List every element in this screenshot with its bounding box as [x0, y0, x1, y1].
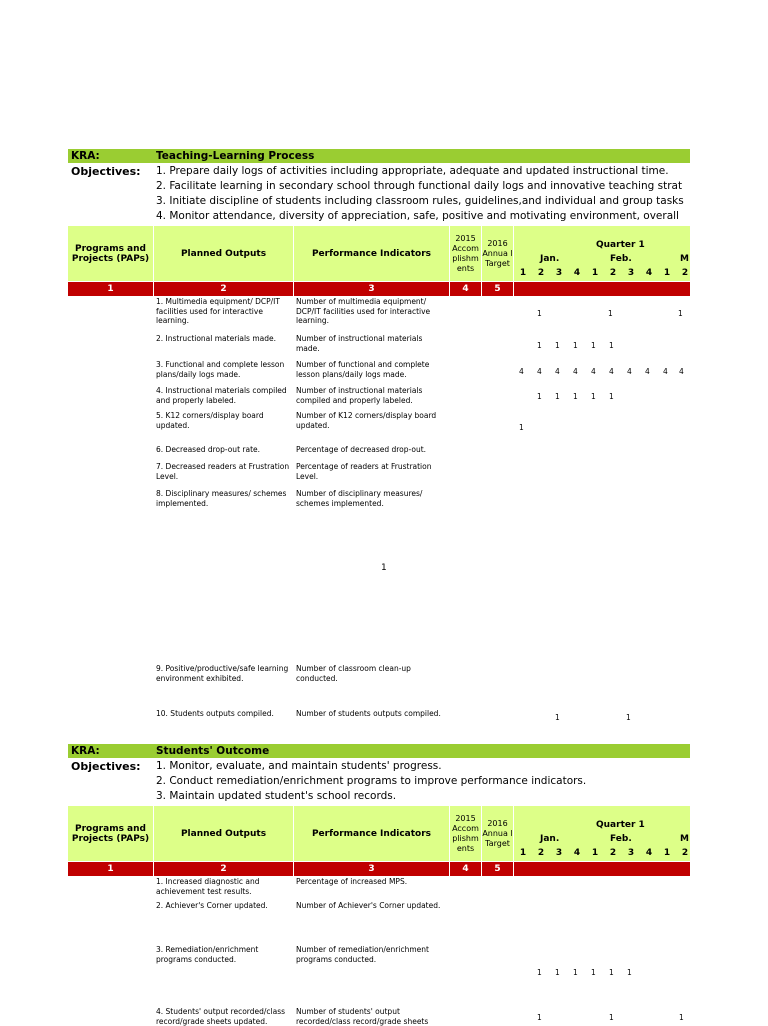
performance-indicator: Number of K12 corners/display board updated. [296, 411, 437, 430]
schedule-mark: 1 [573, 341, 578, 350]
week-number: 1 [591, 848, 599, 858]
week-number: 1 [663, 848, 671, 858]
schedule-mark: 1 [537, 341, 542, 350]
month-jan: Jan. [540, 254, 560, 264]
month-mar: M [680, 254, 689, 264]
month-feb: Feb. [610, 834, 632, 844]
col-num: 2 [154, 862, 294, 876]
schedule-mark: 1 [627, 968, 632, 977]
week-number: 3 [555, 848, 563, 858]
header-performance-indicators: Performance Indicators [294, 806, 450, 861]
performance-indicator: Number of Achiever's Corner updated. [296, 901, 441, 910]
header-accomplishments: 2015 Accom plishm ents [450, 226, 482, 281]
planned-output: 1. Multimedia equipment/ DCP/IT facilities used for interactive learning. [156, 297, 280, 325]
week-number: 2 [681, 268, 689, 278]
schedule-mark: 4 [609, 367, 614, 376]
week-number: 4 [645, 848, 653, 858]
week-number: 4 [645, 268, 653, 278]
performance-indicator: Number of multimedia equipment/ DCP/IT facilities used for interactive learning. [296, 297, 431, 325]
quarter-label: Quarter 1 [596, 240, 645, 250]
table-header-2 [68, 806, 690, 861]
performance-indicator: Number of instructional materials compiled and properly labeled. [296, 386, 423, 405]
quarter-label: Quarter 1 [596, 820, 645, 830]
header-planned-outputs: Planned Outputs [154, 806, 294, 861]
month-mar: M [680, 834, 689, 844]
schedule-mark: 1 [679, 1013, 684, 1022]
week-number: 2 [609, 848, 617, 858]
planned-output: 10. Students outputs compiled. [156, 709, 274, 718]
column-number-row-1 [68, 282, 690, 296]
schedule-mark: 1 [609, 968, 614, 977]
week-number: 1 [519, 848, 527, 858]
planned-output: 6. Decreased drop-out rate. [156, 445, 261, 454]
col-num: 3 [294, 862, 450, 876]
planned-output: 3. Remediation/enrichment programs conducted. [156, 945, 259, 964]
table-header-1 [68, 226, 690, 281]
planned-output: 2. Instructional materials made. [156, 334, 276, 343]
schedule-mark: 1 [678, 309, 683, 318]
objectives-label: Objectives: [71, 760, 141, 773]
planned-output: 4. Instructional materials compiled and properly labeled. [156, 386, 287, 405]
kra-value: Teaching-Learning Process [156, 150, 315, 162]
col-num: 4 [450, 282, 482, 296]
kra-label: KRA: [71, 150, 100, 162]
planned-output: 5. K12 corners/display board updated. [156, 411, 264, 430]
col-num: 1 [68, 862, 154, 876]
col-num: 2 [154, 282, 294, 296]
objective-line: 1. Prepare daily logs of activities including appropriate, adequate and updated instructional time. [156, 165, 669, 177]
schedule-mark: 1 [537, 1013, 542, 1022]
performance-indicator: Percentage of decreased drop-out. [296, 445, 427, 454]
col-num: 3 [294, 282, 450, 296]
planned-output: 1. Increased diagnostic and achievement test results. [156, 877, 260, 896]
month-jan: Jan. [540, 834, 560, 844]
performance-indicator: Number of remediation/enrichment programs conducted. [296, 945, 429, 964]
month-feb: Feb. [610, 254, 632, 264]
schedule-mark: 1 [609, 341, 614, 350]
schedule-mark: 1 [555, 968, 560, 977]
page-number: 1 [381, 563, 387, 573]
schedule-mark: 4 [679, 367, 684, 376]
performance-indicator: Number of instructional materials made. [296, 334, 423, 353]
week-number: 2 [537, 848, 545, 858]
schedule-mark: 1 [573, 968, 578, 977]
week-number: 3 [627, 848, 635, 858]
schedule-mark: 1 [555, 392, 560, 401]
schedule-mark: 4 [555, 367, 560, 376]
objective-line: 3. Maintain updated student's school records. [156, 790, 397, 802]
schedule-mark: 1 [519, 423, 524, 432]
schedule-mark: 4 [645, 367, 650, 376]
schedule-mark: 1 [537, 309, 542, 318]
col-num: 4 [450, 862, 482, 876]
planned-output: 4. Students' output recorded/class record/grade sheets updated. [156, 1007, 286, 1026]
planned-output: 3. Functional and complete lesson plans/daily logs made. [156, 360, 285, 379]
week-number: 1 [591, 268, 599, 278]
header-target: 2016 Annua l Target [482, 226, 514, 281]
week-number: 1 [519, 268, 527, 278]
performance-indicator: Number of disciplinary measures/ schemes implemented. [296, 489, 423, 508]
performance-indicator: Percentage of increased MPS. [296, 877, 408, 886]
col-num: 5 [482, 862, 514, 876]
schedule-mark: 1 [555, 341, 560, 350]
planned-output: 8. Disciplinary measures/ schemes implemented. [156, 489, 287, 508]
schedule-mark: 4 [627, 367, 632, 376]
performance-indicator: Number of students' output recorded/class record/grade sheets [296, 1007, 429, 1026]
kra-value: Students' Outcome [156, 745, 270, 757]
schedule-mark: 1 [591, 341, 596, 350]
schedule-mark: 4 [573, 367, 578, 376]
column-number-row-2 [68, 862, 690, 876]
objective-line: 2. Conduct remediation/enrichment programs to improve performance indicators. [156, 775, 587, 787]
schedule-mark: 1 [609, 392, 614, 401]
kra-label: KRA: [71, 745, 100, 757]
header-performance-indicators: Performance Indicators [294, 226, 450, 281]
week-number: 3 [627, 268, 635, 278]
week-number: 2 [681, 848, 689, 858]
header-planned-outputs: Planned Outputs [154, 226, 294, 281]
schedule-mark: 4 [663, 367, 668, 376]
header-paps: Programs and Projects (PAPs) [68, 226, 154, 281]
col-num: 5 [482, 282, 514, 296]
schedule-mark: 1 [537, 968, 542, 977]
objective-line: 2. Facilitate learning in secondary school through functional daily logs and innovative teaching strat [156, 180, 683, 192]
performance-indicator: Percentage of readers at Frustration Level. [296, 462, 432, 481]
schedule-mark: 1 [608, 309, 613, 318]
schedule-mark: 1 [609, 1013, 614, 1022]
header-paps: Programs and Projects (PAPs) [68, 806, 154, 861]
objectives-label: Objectives: [71, 165, 141, 178]
schedule-mark: 1 [573, 392, 578, 401]
week-number: 4 [573, 848, 581, 858]
week-number: 1 [663, 268, 671, 278]
week-number: 2 [537, 268, 545, 278]
schedule-mark: 4 [537, 367, 542, 376]
performance-indicator: Number of students outputs compiled. [296, 709, 441, 718]
objective-line: 1. Monitor, evaluate, and maintain students' progress. [156, 760, 442, 772]
schedule-mark: 4 [591, 367, 596, 376]
planned-output: 7. Decreased readers at Frustration Level. [156, 462, 290, 481]
week-number: 4 [573, 268, 581, 278]
header-accomplishments: 2015 Accom plishm ents [450, 806, 482, 861]
week-number: 3 [555, 268, 563, 278]
schedule-mark: 1 [537, 392, 542, 401]
planned-output: 9. Positive/productive/safe learning environment exhibited. [156, 664, 289, 683]
objective-line: 3. Initiate discipline of students including classroom rules, guidelines,and individual and group tasks [156, 195, 684, 207]
schedule-mark: 1 [555, 713, 560, 722]
schedule-mark: 1 [626, 713, 631, 722]
performance-indicator: Number of classroom clean-up conducted. [296, 664, 411, 683]
week-number: 2 [609, 268, 617, 278]
col-num: 1 [68, 282, 154, 296]
schedule-mark: 1 [591, 968, 596, 977]
performance-indicator: Number of functional and complete lesson plans/daily logs made. [296, 360, 430, 379]
schedule-mark: 1 [591, 392, 596, 401]
objective-line: 4. Monitor attendance, diversity of appreciation, safe, positive and motivating environment, overall [156, 210, 679, 222]
planned-output: 2. Achiever's Corner updated. [156, 901, 268, 910]
header-target: 2016 Annua l Target [482, 806, 514, 861]
schedule-mark: 4 [519, 367, 524, 376]
